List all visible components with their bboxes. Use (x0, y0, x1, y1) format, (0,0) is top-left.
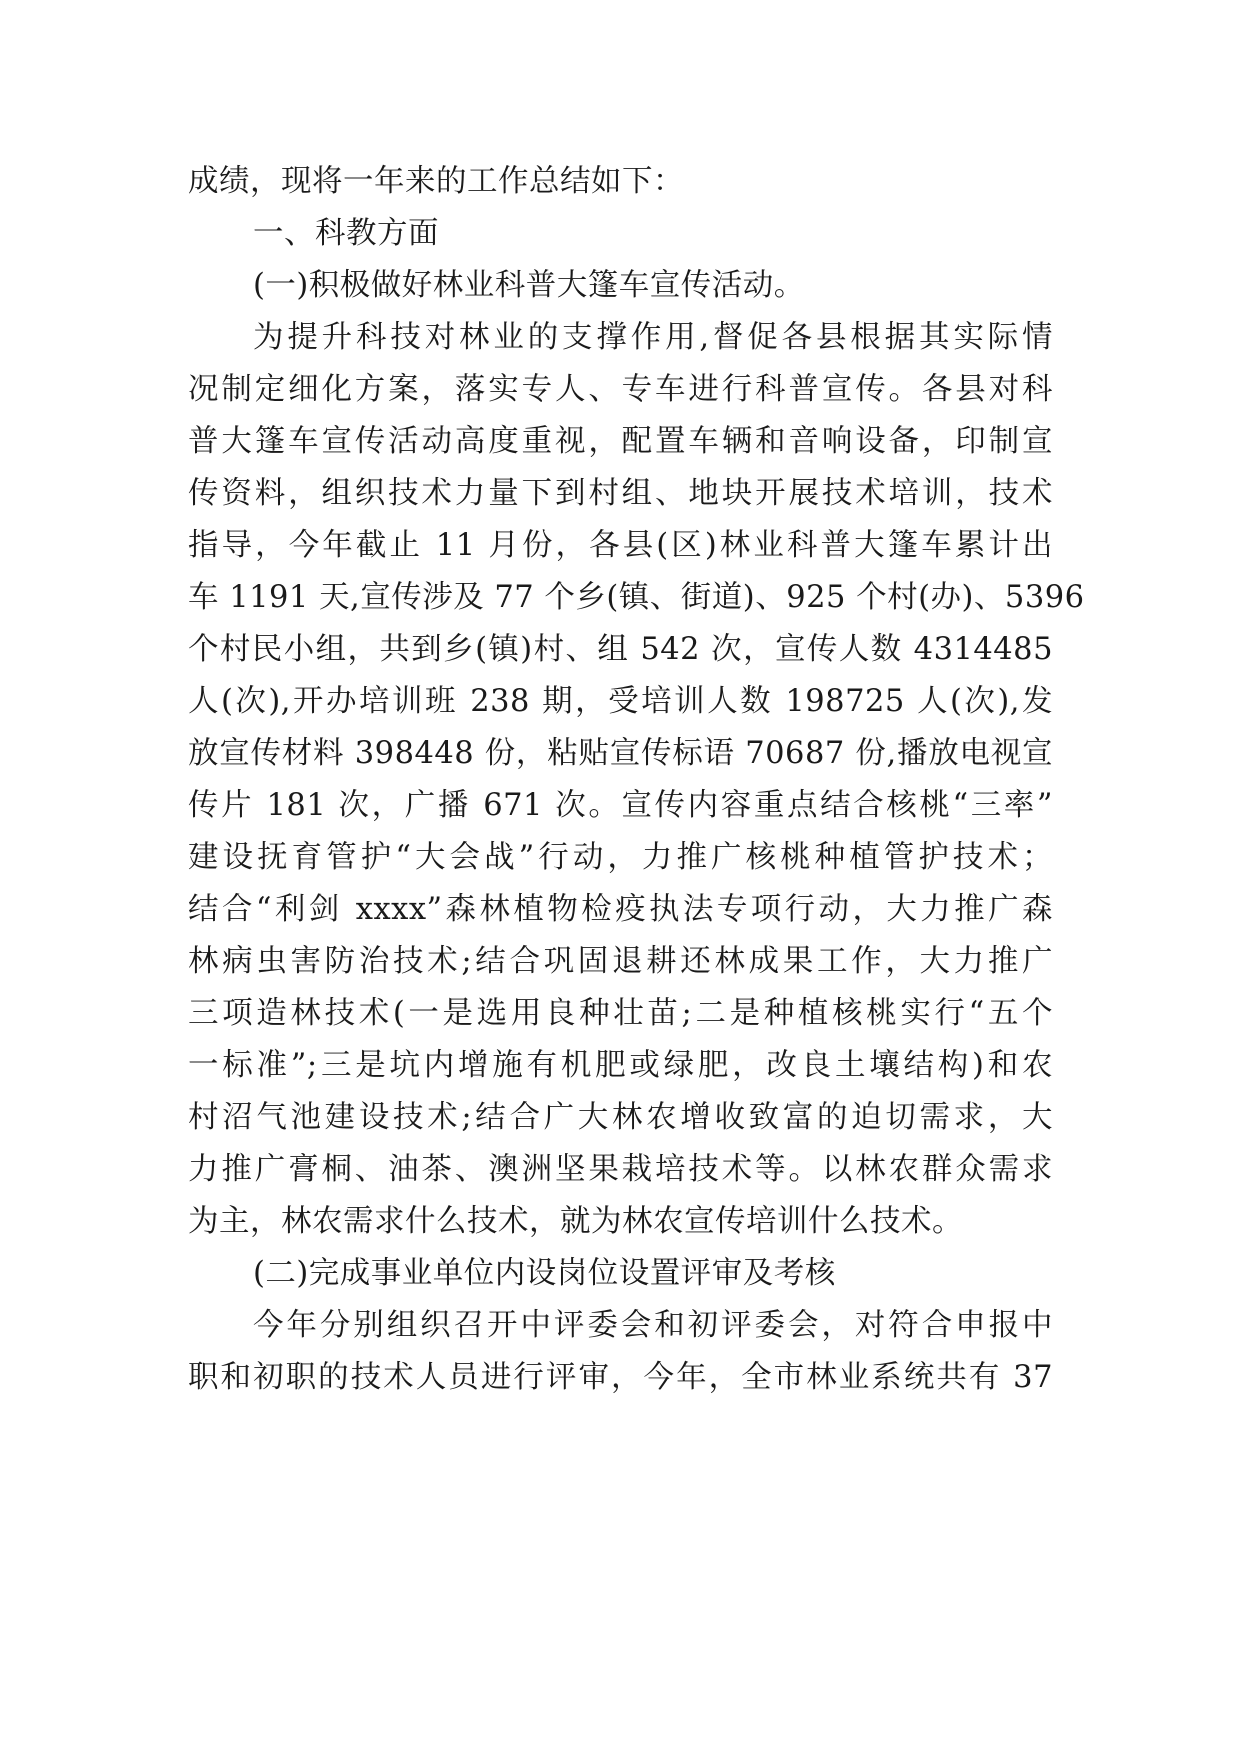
text-line: (一)积极做好林业科普大篷车宣传活动。 (253, 268, 805, 303)
text-line: 力推广膏桐、油茶、澳洲坚果栽培技术等。以林农群众需求 (188, 1152, 1053, 1187)
text-line: 传资料，组织技术力量下到村组、地块开展技术培训，技术 (188, 476, 1053, 511)
text-line: 一标准”;三是坑内增施有机肥或绿肥，改良土壤结构)和农 (188, 1048, 1053, 1083)
text-line: 为提升科技对林业的支撑作用,督促各县根据其实际情 (253, 320, 1053, 355)
text-line: 职和初职的技术人员进行评审，今年，全市林业系统共有 37 (188, 1360, 1053, 1395)
text-line: 传片 181 次，广播 671 次。宣传内容重点结合核桃“三率” (188, 788, 1053, 823)
text-line: 林病虫害防治技术;结合巩固退耕还林成果工作，大力推广 (188, 944, 1053, 979)
text-line: 普大篷车宣传活动高度重视，配置车辆和音响设备，印制宣 (188, 424, 1053, 459)
document-body (188, 156, 1085, 1404)
text-line: 成绩，现将一年来的工作总结如下： (188, 164, 684, 199)
text-line: 人(次),开办培训班 238 期，受培训人数 198725 人(次),发 (188, 684, 1053, 719)
text-line: 指导，今年截止 11 月份，各县(区)林业科普大篷车累计出 (188, 528, 1053, 563)
text-line: 结合“利剑 xxxx”森林植物检疫执法专项行动，大力推广森 (188, 892, 1053, 927)
text-line: 一、科教方面 (253, 216, 439, 251)
text-line: 况制定细化方案，落实专人、专车进行科普宣传。各县对科 (188, 372, 1053, 407)
text-line: 放宣传材料 398448 份，粘贴宣传标语 70687 份,播放电视宣 (188, 736, 1053, 771)
text-line: 车 1191 天,宣传涉及 77 个乡(镇、街道)、925 个村(办)、5396 (188, 580, 1085, 615)
text-line: 今年分别组织召开中评委会和初评委会，对符合申报中 (253, 1308, 1053, 1343)
text-line: 个村民小组，共到乡(镇)村、组 542 次，宣传人数 4314485 (188, 632, 1053, 667)
text-line: (二)完成事业单位内设岗位设置评审及考核 (253, 1256, 836, 1291)
text-line: 村沼气池建设技术;结合广大林农增收致富的迫切需求，大 (188, 1100, 1053, 1135)
text-line: 为主，林农需求什么技术，就为林农宣传培训什么技术。 (188, 1204, 963, 1239)
text-line: 建设抚育管护“大会战”行动，力推广核桃种植管护技术； (188, 840, 1053, 875)
text-line: 三项造林技术(一是选用良种壮苗;二是种植核桃实行“五个 (188, 996, 1053, 1031)
